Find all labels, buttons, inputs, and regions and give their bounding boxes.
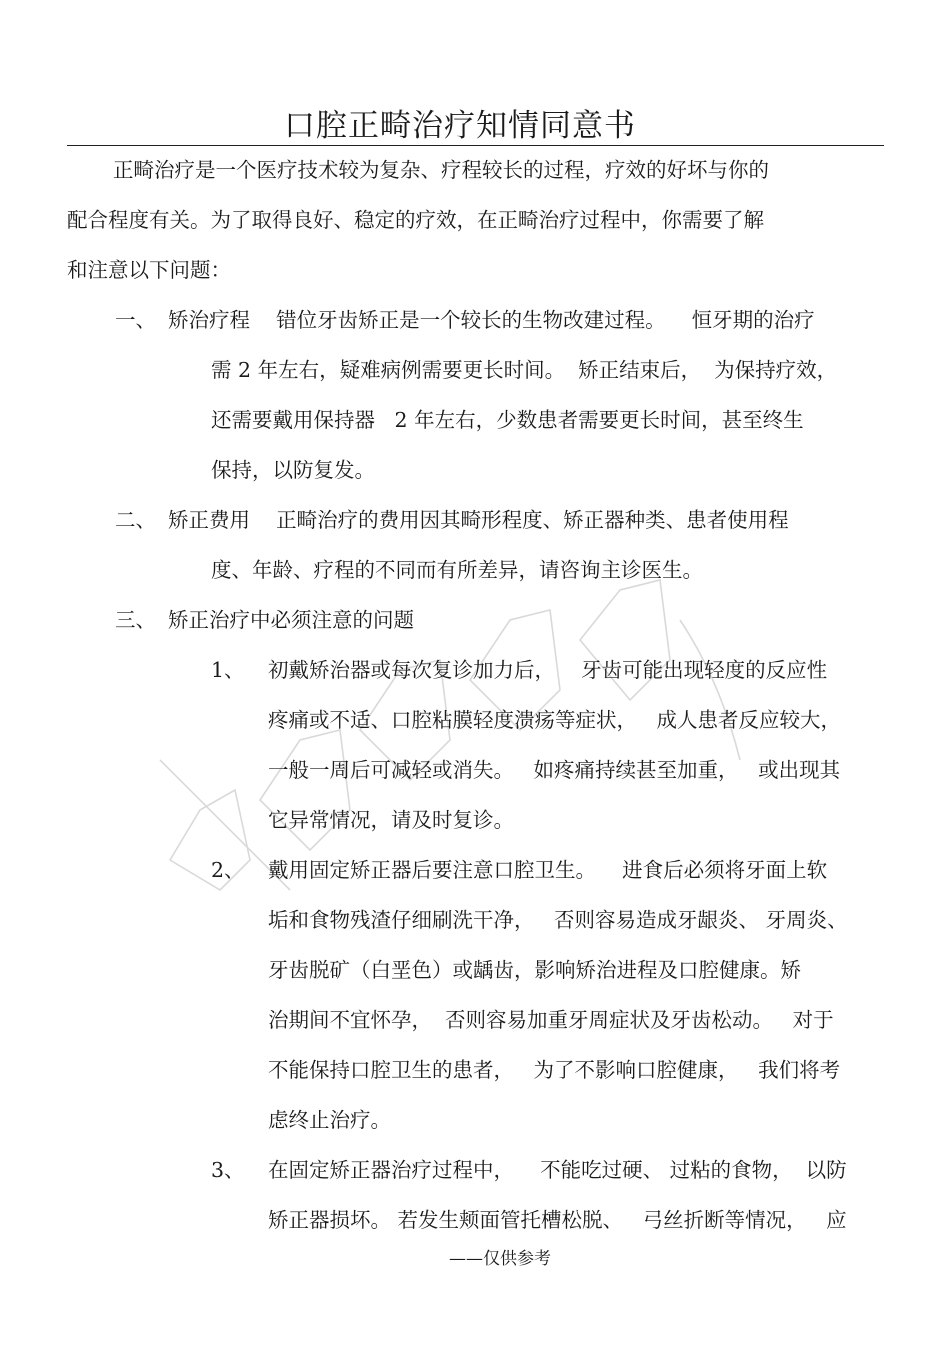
intro-line-2: 配合程度有关。为了取得良好、稳定的疗效，在正畸治疗过程中，你需要了解 <box>67 208 764 232</box>
item-1-line-1: 初戴矫治器或每次复诊加力后， 牙齿可能出现轻度的反应性 <box>268 658 828 682</box>
section-1-line-1: 矫治疗程 错位牙齿矫正是一个较长的生物改建过程。 恒牙期的治疗 <box>168 308 815 332</box>
item-3-number: 3、 <box>211 1158 245 1182</box>
section-3-number: 三、 <box>115 608 156 632</box>
section-1-number: 一、 <box>115 308 156 332</box>
intro-line-1: 正畸治疗是一个医疗技术较为复杂、疗程较长的过程，疗效的好坏与你的 <box>113 158 769 182</box>
section-1-line-4: 保持，以防复发。 <box>211 458 375 482</box>
item-1-line-3: 一般一周后可减轻或消失。 如疼痛持续甚至加重， 或出现其 <box>268 758 841 782</box>
item-1-line-2: 疼痛或不适、口腔粘膜轻度溃疡等症状， 成人患者反应较大， <box>268 708 842 732</box>
section-3-heading: 矫正治疗中必须注意的问题 <box>168 608 414 632</box>
intro-line-3: 和注意以下问题： <box>67 258 231 282</box>
section-2-number: 二、 <box>115 508 156 532</box>
section-2-line-1: 矫正费用 正畸治疗的费用因其畸形程度、矫正器种类、患者使用程 <box>168 508 789 532</box>
item-3-line-2: 矫正器损坏。 若发生颊面管托槽松脱、 弓丝折断等情况， 应 <box>268 1208 847 1232</box>
item-2-line-6: 虑终止治疗。 <box>268 1108 391 1132</box>
section-2-line-2: 度、年龄、疗程的不同而有所差异，请咨询主诊医生。 <box>211 558 703 582</box>
item-2-line-2: 垢和食物残渣仔细刷洗干净， 否则容易造成牙龈炎、 牙周炎、 <box>268 908 848 932</box>
item-2-line-5: 不能保持口腔卫生的患者， 为了不影响口腔健康， 我们将考 <box>268 1058 841 1082</box>
section-1-line-2: 需 2 年左右，疑难病例需要更长时间。 矫正结束后， 为保持疗效， <box>211 358 838 382</box>
section-1-line-3: 还需要戴用保持器 2 年左右，少数患者需要更长时间，甚至终生 <box>211 408 804 432</box>
item-2-line-3: 牙齿脱矿（白垩色）或龋齿，影响矫治进程及口腔健康。矫 <box>268 958 801 982</box>
title-divider <box>67 145 884 146</box>
footer-note: ——仅供参考 <box>449 1249 551 1269</box>
page-title: 口腔正畸治疗知情同意书 <box>284 108 636 144</box>
item-2-number: 2、 <box>211 858 245 882</box>
item-1-line-4: 它异常情况，请及时复诊。 <box>268 808 514 832</box>
item-1-number: 1、 <box>211 658 245 682</box>
item-2-line-1: 戴用固定矫正器后要注意口腔卫生。 进食后必须将牙面上软 <box>268 858 828 882</box>
item-2-line-4: 治期间不宜怀孕， 否则容易加重牙周症状及牙齿松动。 对于 <box>268 1008 834 1032</box>
item-3-line-1: 在固定矫正器治疗过程中， 不能吃过硬、 过粘的食物， 以防 <box>268 1158 847 1182</box>
